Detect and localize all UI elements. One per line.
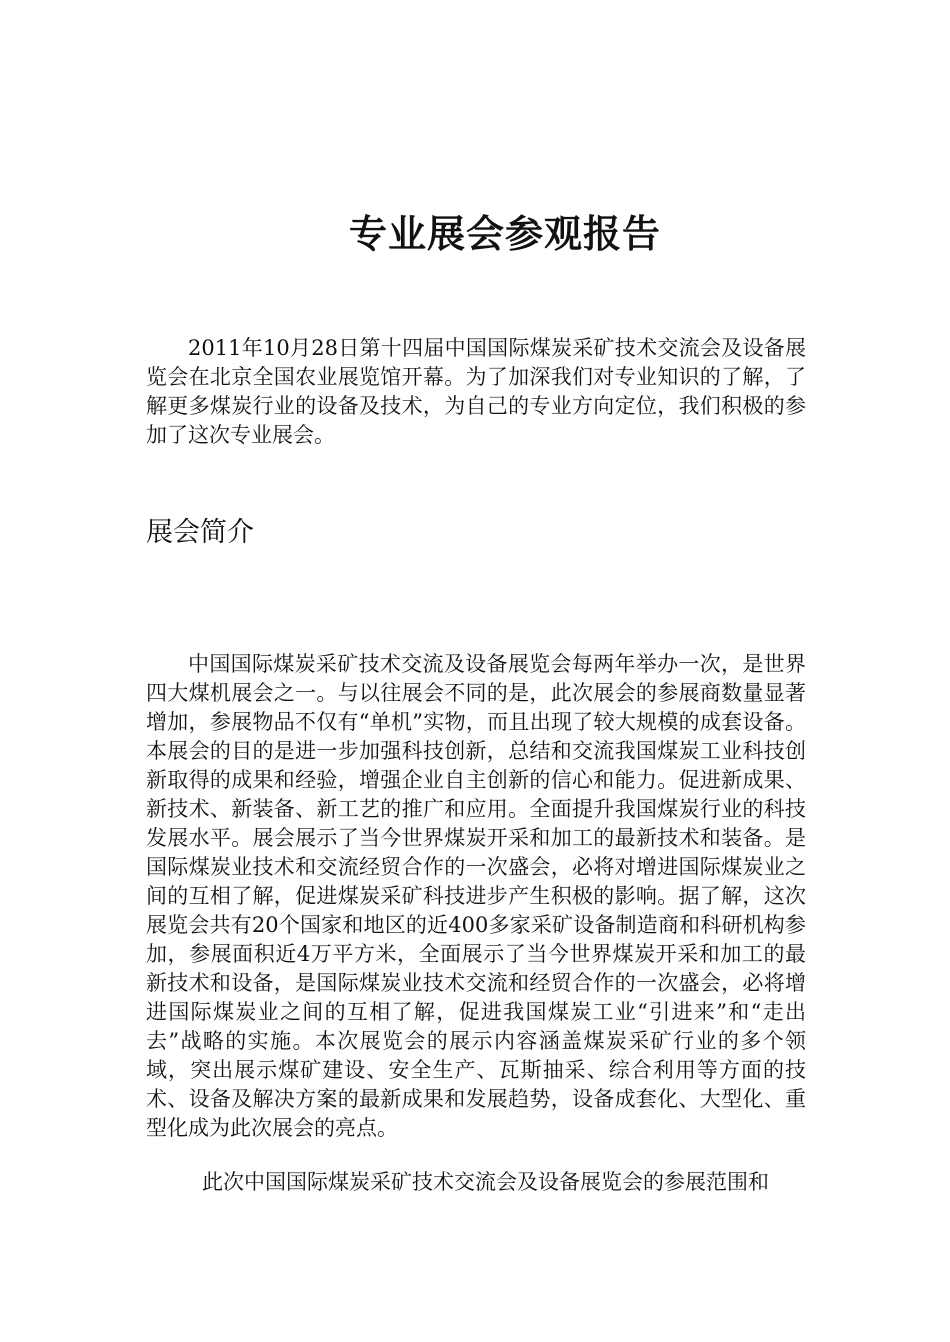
intro-paragraph: 2011年10月28日第十四届中国国际煤炭采矿技术交流会及设备展览会在北京全国农业展览馆开幕。为了加深我们对专业知识的了解，了解更多煤炭行业的设备及技术，为自己的专业方向定位，我们积极的参加了这次专业展会。 [146, 336, 806, 447]
body-paragraph: 中国国际煤炭采矿技术交流及设备展览会每两年举办一次，是世界四大煤机展会之一。与以往展会不同的是，此次展会的参展商数量显著增加，参展物品不仅有“单机”实物，而且出现了较大规模的成套设备。本展会的目的是进一步加强科技创新，总结和交流我国煤炭工业科技创新取得的成果和经验，增强企业自主创新的信心和能力。促进新成果、新技术、新装备、新工艺的推广和应用。全面提升我国煤炭行业的科技发展水平。展会展示了当今世界煤炭开采和加工的最新技术和装备。是国际煤炭业技术和交流经贸合作的一次盛会，必将对增进国际煤炭业之间的互相了解，促进煤炭采矿科技进步产生积极的影响。据了解，这次展览会共有20个国家和地区的近400多家采矿设备制造商和科研机构参加，参展面积近4万平方米，全面展示了当今世界煤炭开采和加工的最新技术和设备，是国际煤炭业技术交流和经贸合作的一次盛会，必将增进国际煤炭业之间的互相了解，促进我国煤炭工业“引进来”和“走出去”战略的实施。本次展览会的展示内容涵盖煤炭采矿行业的多个领域，突出展示煤矿建设、安全生产、瓦斯抽采、综合利用等方面的技术、设备及解决方案的最新成果和发展趋势，设备成套化、大型化、重型化成为此次展会的亮点。 [146, 652, 806, 1140]
section-heading: 展会简介 [146, 517, 254, 548]
document-title: 专业展会参观报告 [348, 211, 661, 257]
last-paragraph: 此次中国国际煤炭采矿技术交流会及设备展览会的参展范围和 [202, 1170, 769, 1194]
